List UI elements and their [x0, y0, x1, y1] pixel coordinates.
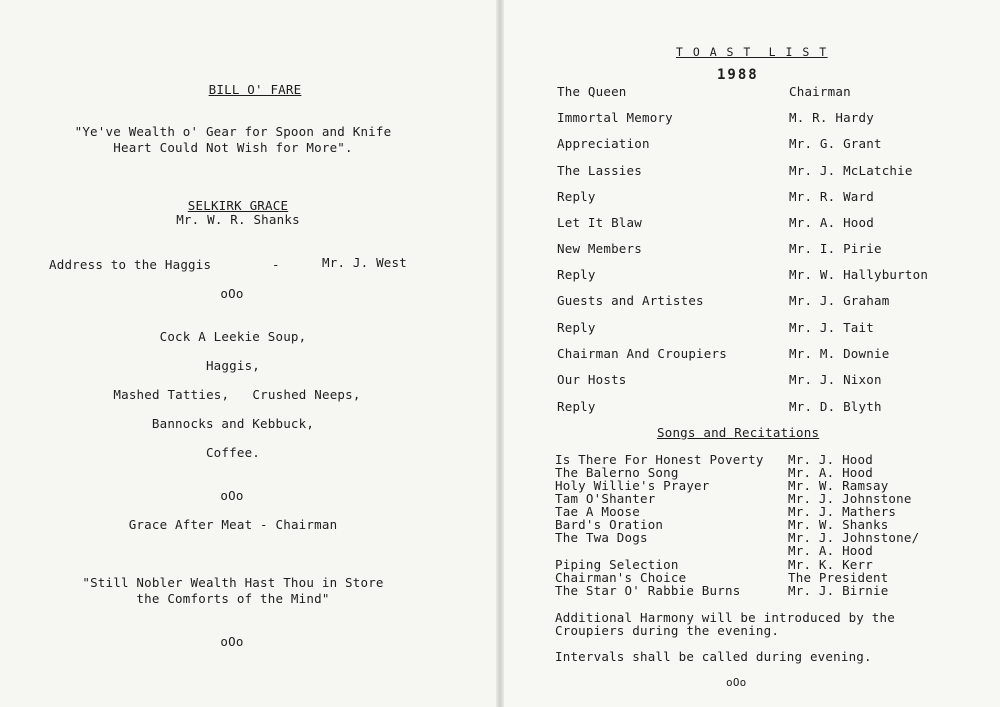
toast-name: Reply	[557, 189, 596, 204]
toast-by: Mr. J. Tait	[789, 320, 874, 335]
toast-by: Mr. J. Nixon	[789, 372, 882, 387]
menu-item: Coffee.	[205, 445, 261, 460]
haggis-address-by: Mr. J. West	[322, 255, 407, 270]
grace-after-meat: Grace After Meat - Chairman	[128, 517, 338, 532]
song-by: Mr. A. Hood	[788, 543, 873, 558]
toast-name: Appreciation	[557, 136, 650, 151]
toast-by: Mr. A. Hood	[789, 215, 874, 230]
toast-name: Let It Blaw	[557, 215, 642, 230]
selkirk-grace-title: SELKIRK GRACE	[187, 198, 289, 213]
song-by: Mr. J. Mathers	[788, 504, 897, 519]
song-by: Mr. J. Birnie	[788, 583, 889, 598]
song-by: Mr. W. Ramsay	[788, 478, 889, 493]
intervals-note: Intervals shall be called during evening.	[555, 649, 872, 664]
song-name: Bard's Oration	[555, 517, 664, 532]
toast-name: New Members	[557, 241, 642, 256]
toast-name: Reply	[557, 320, 596, 335]
toast-by: Mr. R. Ward	[789, 189, 874, 204]
toast-by: Mr. D. Blyth	[789, 399, 882, 414]
page-fold	[496, 0, 504, 707]
haggis-dash: -	[272, 257, 280, 272]
toast-by: Mr. W. Hallyburton	[789, 267, 929, 282]
song-name: The Star O' Rabbie Burns	[555, 583, 741, 598]
harmony-note-line-2: Croupiers during the evening.	[555, 623, 780, 638]
song-name: Tae A Moose	[555, 504, 640, 519]
toast-name: The Queen	[557, 84, 627, 99]
toast-by: Mr. J. Graham	[789, 293, 890, 308]
right-page	[504, 0, 1000, 707]
toast-list-title: T O A S T L I S T	[676, 45, 828, 59]
divider-1: oOo	[220, 286, 244, 301]
song-by: Mr. K. Kerr	[788, 557, 873, 572]
left-page	[0, 0, 496, 707]
toast-by: Mr. I. Pirie	[789, 241, 882, 256]
toast-name: Reply	[557, 399, 596, 414]
closing-quote-line-2: the Comforts of the Mind"	[136, 591, 330, 606]
song-by: Mr. W. Shanks	[788, 517, 889, 532]
toast-name: Reply	[557, 267, 596, 282]
opening-quote-line-2: Heart Could Not Wish for More".	[113, 140, 353, 155]
song-name: Piping Selection	[555, 557, 679, 572]
song-name: Tam O'Shanter	[555, 491, 656, 506]
toast-name: Our Hosts	[557, 372, 627, 387]
menu-item: Bannocks and Kebbuck,	[151, 416, 315, 431]
song-by: Mr. A. Hood	[788, 465, 873, 480]
song-by: Mr. J. Johnstone	[788, 491, 912, 506]
menu-item: Cock A Leekie Soup,	[159, 329, 307, 344]
toast-name: The Lassies	[557, 163, 642, 178]
menu-item: Mashed Tatties, Crushed Neeps,	[113, 387, 361, 402]
song-by: Mr. J. Hood	[788, 452, 873, 467]
toast-name: Chairman And Croupiers	[557, 346, 727, 361]
haggis-address: Address to the Haggis	[49, 257, 212, 272]
harmony-note-line-1: Additional Harmony will be introduced by the	[555, 610, 895, 625]
opening-quote-line-1: "Ye've Wealth o' Gear for Spoon and Knife	[74, 124, 392, 139]
menu-item: Haggis,	[205, 358, 261, 373]
song-name: The Twa Dogs	[555, 530, 648, 545]
divider-2: oOo	[220, 488, 244, 503]
song-name: Holy Willie's Prayer	[555, 478, 710, 493]
toast-name: Guests and Artistes	[557, 293, 704, 308]
toast-by: Mr. G. Grant	[789, 136, 882, 151]
selkirk-grace-by: Mr. W. R. Shanks	[176, 212, 300, 227]
toast-list-year: 1988	[717, 67, 759, 83]
toast-name: Immortal Memory	[557, 110, 673, 125]
closing-divider: oOo	[726, 676, 747, 689]
divider-3: oOo	[220, 634, 244, 649]
toast-by: Chairman	[789, 84, 851, 99]
toast-by: Mr. J. McLatchie	[789, 163, 913, 178]
songs-title: Songs and Recitations	[657, 425, 820, 440]
song-by: The President	[788, 570, 889, 585]
closing-quote-line-1: "Still Nobler Wealth Hast Thou in Store	[82, 575, 384, 590]
song-name: Chairman's Choice	[555, 570, 687, 585]
toast-by: M. R. Hardy	[789, 110, 874, 125]
song-name: Is There For Honest Poverty	[555, 452, 764, 467]
bill-of-fare-title: BILL O' FARE	[208, 82, 302, 97]
toast-by: Mr. M. Downie	[789, 346, 890, 361]
song-name: The Balerno Song	[555, 465, 679, 480]
song-by: Mr. J. Johnstone/	[788, 530, 920, 545]
